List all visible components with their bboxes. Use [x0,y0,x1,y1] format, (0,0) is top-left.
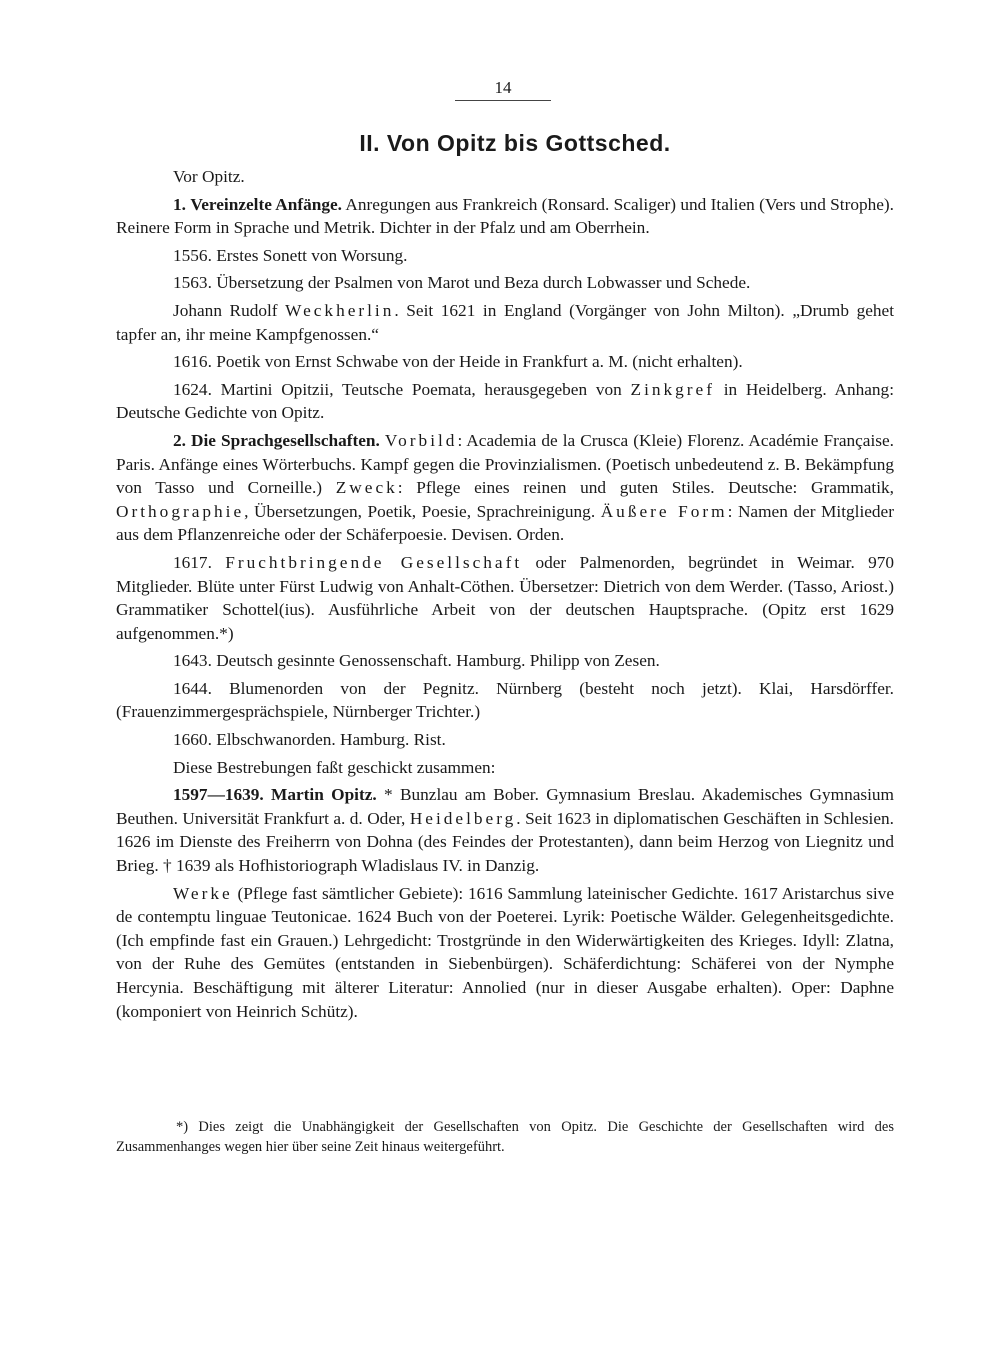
heading-martin-opitz: 1597—1639. Martin Opitz. [173,785,377,805]
heading-sprachgesellschaften: Die Sprachgesellschaften. [191,430,380,450]
paragraph-1643: 1643. Deutsch gesinnte Genossenschaft. Hamburg. Philipp von Zesen. [173,651,660,671]
paragraph-bestrebungen: Diese Bestrebungen faßt geschickt zusammen: [173,757,496,777]
page-number: 14 [455,78,551,101]
footnote: *) Dies zeigt die Unabhängigkeit der Gesellschaften von Opitz. Die Geschichte der Gesellschaften wird des Zusammenhanges wegen hier über seine Zeit hinaus weitergeführt. [116,1119,894,1155]
paragraph-1644: 1644. Blumenorden von der Pegnitz. Nürnberg (besteht noch jetzt). Klai, Harsdörffer. (Frauenzimmergesprächspiele, Nürnberger Trichter.) [116,678,894,722]
chapter-title: II. Von Opitz bis Gottsched. [359,130,671,156]
paragraph-1556: 1556. Erstes Sonett von Worsung. [173,245,408,265]
paragraph-1624: 1624. Martini Opitzii, Teutsche Poemata, herausgegeben von Zinkgref in Heidelberg. Anhang: Deutsche Gedichte von Opitz. [116,379,894,423]
paragraph-1563: 1563. Übersetzung der Psalmen von Marot und Beza durch Lobwasser und Schede. [173,273,751,293]
section-heading: Vor Opitz. [173,167,245,186]
heading-vereinzelte-anfaenge: Vereinzelte Anfänge. [190,194,342,214]
paragraph-werke: Werke (Pflege fast sämtlicher Gebiete): 1616 Sammlung lateinischer Gedichte. 1617 Aristarchus sive de contemptu linguae Teutonicae. 1624 Buch von der Poeterei. Lyrik: Poetische Wälder. Gelegenheitsgedichte. (Ich empfinde fast ein Grauen.) Lehrgedicht: Trostgründe in den Widerwärtigkeiten des Krieges. Idyll: Zlatna, von der Ruhe des Gemütes (entstanden in Siebenbürgen). Schäferdichtung: Schäferei von der Nymphe Hercynia. Beschäftigung mit älterer Literatur: Annolied (nur in dieser Ausgabe erhalten). Oper: Daphne (komponiert von Heinrich Schütz). [116,883,894,1021]
paragraph-weckherlin: Johann Rudolf Weckherlin. Seit 1621 in England (Vorgänger von John Milton). „Drumb gehet tapfer an, ihr meine Kampfgenossen.“ [116,300,894,344]
paragraph-vereinzelte-anfaenge: 1. Vereinzelte Anfänge. Anregungen aus Frankreich (Ronsard. Scaliger) und Italien (Vers und Strophe). Reinere Form in Sprache und Metrik. Dichter in der Pfalz und am Oberrhein. [116,194,894,238]
paragraph-1616: 1616. Poetik von Ernst Schwabe von der Heide in Frankfurt a. M. (nicht erhalten). [173,352,743,372]
page-body [116,165,894,1023]
paragraph-sprachgesellschaften: 2. Die Sprachgesellschaften. Vorbild: Academia de la Crusca (Kleie) Florenz. Académie Française. Paris. Anfänge eines Wörterbuchs. Kampf gegen die Provinzialismen. (Poetisch unbedeutend z. B. Bekämpfung von Tasso und Corneille.) Zweck: Pflege eines reinen und guten Stiles. Deutsche: Grammatik, Orthographie, Übersetzungen, Poetik, Poesie, Sprachreinigung. Äußere Form: Namen der Mitglieder aus dem Pflanzenreiche oder der Schäferpoesie. Devisen. Orden. [116,430,894,545]
paragraph-1617: 1617. Fruchtbringende Gesellschaft oder Palmenorden, begründet in Weimar. 970 Mitglieder. Blüte unter Fürst Ludwig von Anhalt-Cöthen. Übersetzer: Dietrich von dem Werder. (Tasso, Ariost.) Grammatiker Schottel(ius). Ausführliche Arbeit von der deutschen Hauptsprache. (Opitz erst 1629 aufgenommen.*) [116,552,895,643]
paragraph-1660: 1660. Elbschwanorden. Hamburg. Rist. [173,730,446,750]
paragraph-opitz: 1597—1639. Martin Opitz. * Bunzlau am Bober. Gymnasium Breslau. Akademisches Gymnasium Beuthen. Universität Frankfurt a. d. Oder, Heidelberg. Seit 1623 in diplomatischen Geschäften in Schlesien. 1626 im Dienste des Freiherrn von Dohna (des Feindes der Protestanten), dann beim Herzog von Liegnitz und Brieg. † 1639 als Hofhistoriograph Wladislaus IV. in Danzig. [116,785,894,876]
